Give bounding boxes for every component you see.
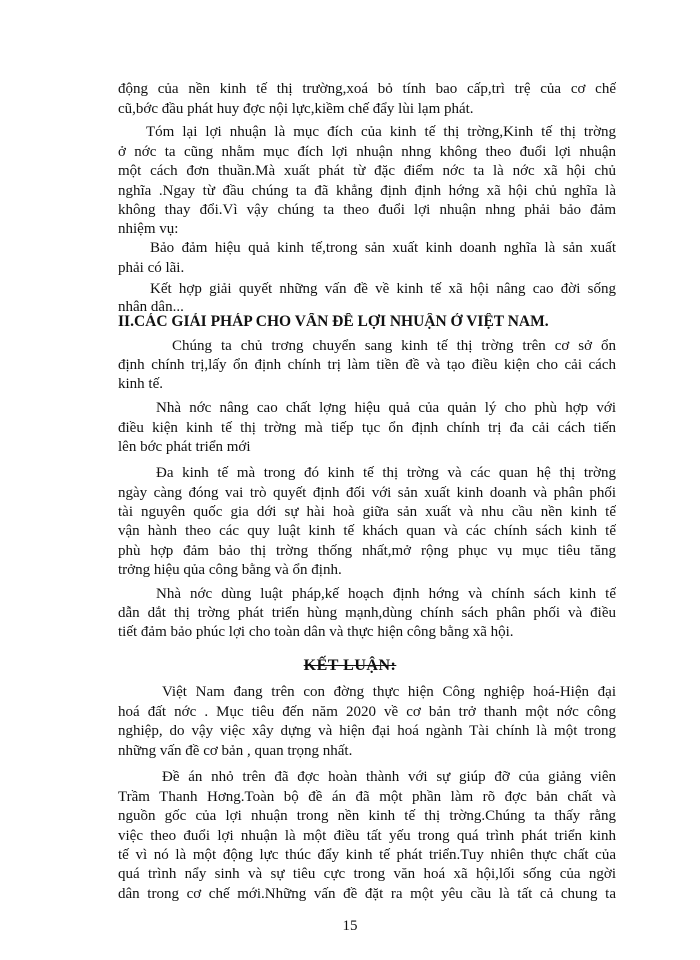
body-line: nghĩa .Ngay từ đầu chúng ta đã khẳng định định hớng xã hội chủ nghĩa là <box>118 183 616 199</box>
body-line: trởng hiệu qủa công bằng và ổn định. <box>118 562 342 578</box>
body-line: một cách đơn thuần.Mà xuất phát từ đặc điểm nớc ta là nớc xã hội chủ <box>118 163 616 179</box>
section-heading: II.CÁC GIẢI PHÁP CHO VẤN ĐỀ LỢI NHUẬN Ở VIỆT NAM. <box>118 313 549 330</box>
body-line: Việt Nam đang trên con đờng thực hiện Công nghiệp hoá-Hiện đại <box>162 684 616 700</box>
body-line: phải có lãi. <box>118 260 185 276</box>
body-line: tài nguyên quốc gia dới sự hài hoà giữa sản xuất và nhu cầu nền kinh tế <box>118 504 616 520</box>
body-line: cũ,bớc đầu phát huy đợc nội lực,kiềm chế đẩy lùi lạm phát. <box>118 101 474 117</box>
body-line: nghiệp, do vậy việc xây dựng và hiện đại hoá ngành Tài chính là một trong <box>118 723 616 739</box>
body-line: lên bớc phát triển mới <box>118 439 251 455</box>
body-line: phù hợp đảm bảo thị trờng thống nhất,mở rộng phục vụ mục tiêu tăng <box>118 543 616 559</box>
body-line: không thay đổi.Vì vậy chúng ta theo đuổi lợi nhuận nhng phải bảo đảm <box>118 202 616 218</box>
body-line: Tóm lại lợi nhuận là mục đích của kinh tế thị trờng,Kinh tế thị trờng <box>146 124 616 140</box>
body-line: ở nớc ta cũng nhằm mục đích lợi nhuận nhng không theo đuổi lợi nhuận <box>118 144 616 160</box>
body-line: Kết hợp giải quyết những vấn đề về kinh tế xã hội nâng cao đời sống <box>150 281 616 297</box>
body-line: hoá đất nớc . Mục tiêu đến năm 2020 về cơ bản trở thanh một nớc công <box>118 704 616 720</box>
body-line: động của nền kinh tế thị trường,xoá bỏ tính bao cấp,trì trệ của cơ chế <box>118 81 616 97</box>
body-line: Bảo đảm hiệu quả kinh tế,trong sản xuất kinh doanh nghĩa là sản xuất <box>150 240 616 256</box>
body-line: định chính trị,lấy ổn định chính trị làm tiền đề và tạo điều kiện cho cải cách <box>118 357 616 373</box>
body-line: tế vì nó là một động lực thúc đẩy kinh tế phát triển.Tuy nhiên thực chất của <box>118 847 616 863</box>
body-line: Trầm Thanh Hơng.Toàn bộ đề án đã một phần làm rõ đợc bản chất và <box>118 789 616 805</box>
body-line: nguồn gốc của lợi nhuận trong nền kinh tế thị trờng.Chúng ta thấy rằng <box>118 808 616 824</box>
body-line: vận hành theo các quy luật kinh tế khách quan và các chính sách kinh tế <box>118 523 616 539</box>
body-line: kinh tế. <box>118 376 163 392</box>
body-line: Đa kinh tế mà trong đó kinh tế thị trờng và các quan hệ thị trờng <box>156 465 616 481</box>
body-line: Chúng ta chủ trơng chuyển sang kinh tế thị trờng trên cơ sở ổn <box>172 338 616 354</box>
body-line: Nhà nớc dùng luật pháp,kế hoạch định hớng và chính sách kinh tế <box>156 586 616 602</box>
body-line: Nhà nớc nâng cao chất lợng hiệu quả của quản lý cho phù hợp với <box>156 400 616 416</box>
body-line: dân trong cơ chế mới.Những vấn đề đặt ra một yêu cầu là tất cả chung ta <box>118 886 616 902</box>
body-line: việc theo đuổi lợi nhuận là một điều tất yếu trong quá trình phát triển kinh <box>118 828 616 844</box>
body-line: Đề án nhỏ trên đã đợc hoàn thành với sự giúp đỡ của giảng viên <box>162 769 616 785</box>
body-line: tiết đảm bảo phúc lợi cho toàn dân và thực hiện công bằng xã hội. <box>118 624 514 640</box>
body-line: điều kiện kinh tế thị trờng mà tiếp tục ổn định chính trị đa cải cách tiến <box>118 420 616 436</box>
page-number: 15 <box>342 918 358 934</box>
body-line: những vấn đề cơ bản , quan trọng nhất. <box>118 743 353 759</box>
body-line: quá trình nẩy sinh và sự tiêu cực trong văn hoá xã hội,lối sống của ngời <box>118 866 616 882</box>
body-line: nhân dân... <box>118 299 184 315</box>
body-line: ngày càng đóng vai trò quyết định đối với sản xuất kinh doanh và phân phối <box>118 485 616 501</box>
body-line: dẫn dắt thị trờng phát triển hùng mạnh,dùng chính sách phân phối và điều <box>118 605 616 621</box>
body-line: nhiệm vụ: <box>118 221 179 237</box>
conclusion-title: KẾT LUẬN: <box>303 657 397 674</box>
